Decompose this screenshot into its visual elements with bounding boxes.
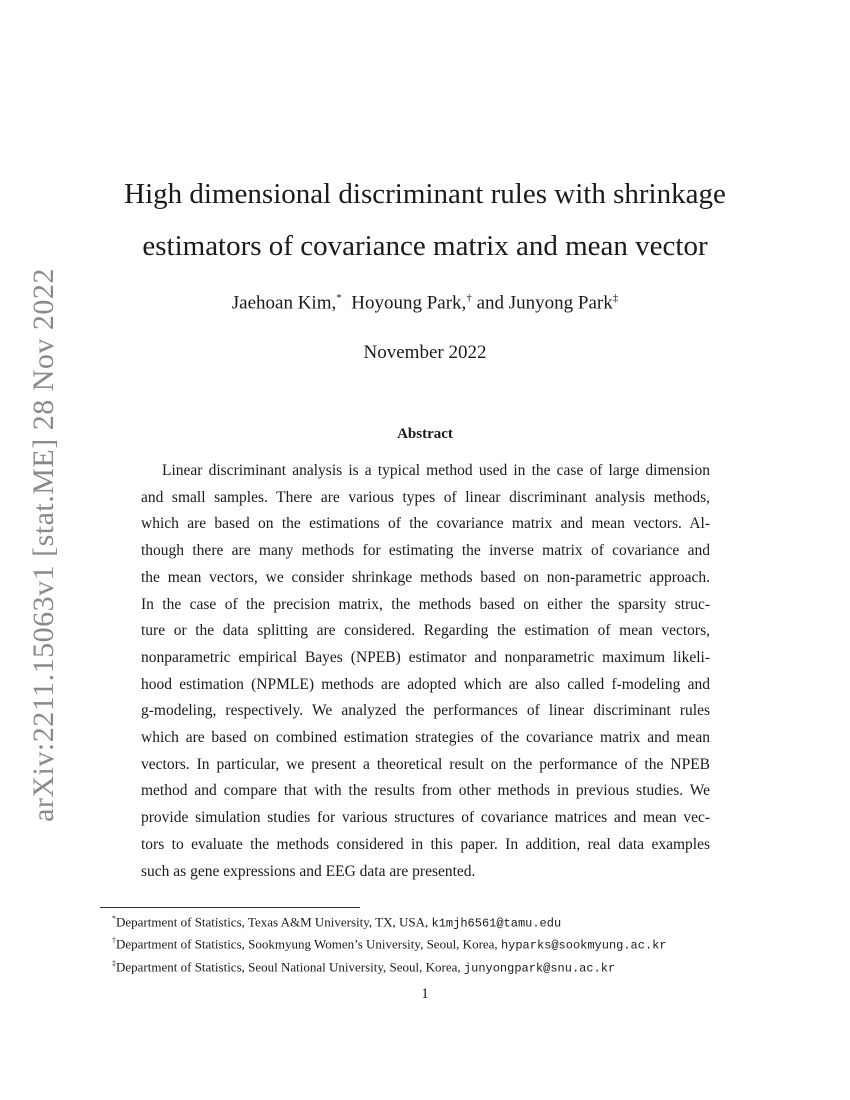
title-line-1: High dimensional discriminant rules with shrinkage [124,178,726,210]
arxiv-identifier: arXiv:2211.15063v1 [stat.ME] 28 Nov 2022 [27,268,60,822]
footnote-affiliation: Department of Statistics, Texas A&M University, TX, USA, [116,914,432,930]
abstract-line: nonparametric empirical Bayes (NPEB) estimator and nonparametric maximum likeli- [141,648,710,666]
abstract-body [141,458,710,885]
footnote-mark: * [112,914,116,923]
abstract-line: the mean vectors, we consider shrinkage methods based on non-parametric approach. [141,568,710,586]
title-line-2: estimators of covariance matrix and mean vector [142,230,708,262]
author-footnote-mark: * [336,292,342,304]
paper-title [100,168,750,272]
footnote-affiliation: Department of Statistics, Sookmyung Women’s University, Seoul, Korea, [116,936,501,952]
abstract-line: which are based on combined estimation strategies of the covariance matrix and mean [141,729,710,747]
footnote-mark: † [112,936,116,946]
footnote-divider [100,907,360,908]
footnote [112,910,752,932]
author-name: Jaehoan Kim, [231,292,337,314]
footnotes [112,910,752,977]
abstract-line: tors to evaluate the methods considered in this paper. In addition, real data examples [141,835,710,853]
abstract-line: hood estimation (NPMLE) methods are adopted which are also called f-modeling and [141,675,710,693]
author-footnote-mark: † [466,292,472,304]
footnote-email[interactable]: k1mjh6561@tamu.edu [431,916,562,931]
author-list [100,292,750,314]
abstract-line: g-modeling, respectively. We analyzed the performances of linear discriminant rules [141,702,710,720]
abstract-line: though there are many methods for estimating the inverse matrix of covariance and [141,542,710,560]
abstract-line: ture or the data splitting are considered. Regarding the estimation of mean vectors, [141,622,710,640]
abstract-line: In the case of the precision matrix, the methods based on either the sparsity struc- [141,595,710,613]
abstract-line: Linear discriminant analysis is a typical method used in the case of large dimension [162,462,710,479]
author-footnote-mark: ‡ [612,292,619,304]
footnote-email[interactable]: hyparks@sookmyung.ac.kr [500,938,667,953]
author-name: and Junyong Park [476,292,613,314]
footnote-email[interactable]: junyongpark@snu.ac.kr [463,960,616,975]
footnote [112,955,752,977]
abstract-heading: Abstract [397,426,453,442]
footnote-affiliation: Department of Statistics, Seoul National University, Seoul, Korea, [116,958,464,974]
author-name: Hoyoung Park, [351,292,467,314]
footnote-mark: ‡ [112,958,116,968]
abstract-line: vectors. In particular, we present a theoretical result on the performance of the NPEB [141,755,710,773]
page-number: 1 [421,986,429,1002]
abstract-line: such as gene expressions and EEG data are presented. [141,862,476,880]
footnote [112,932,752,954]
publication-date: November 2022 [363,342,487,363]
abstract-line: method and compare that with the results from other methods in previous studies. We [141,782,710,800]
abstract-line: provide simulation studies for various structures of covariance matrices and mean vec- [141,809,710,827]
abstract-line: which are based on the estimations of the covariance matrix and mean vectors. Al- [141,515,710,533]
abstract-line: and small samples. There are various types of linear discriminant analysis methods, [141,488,710,506]
